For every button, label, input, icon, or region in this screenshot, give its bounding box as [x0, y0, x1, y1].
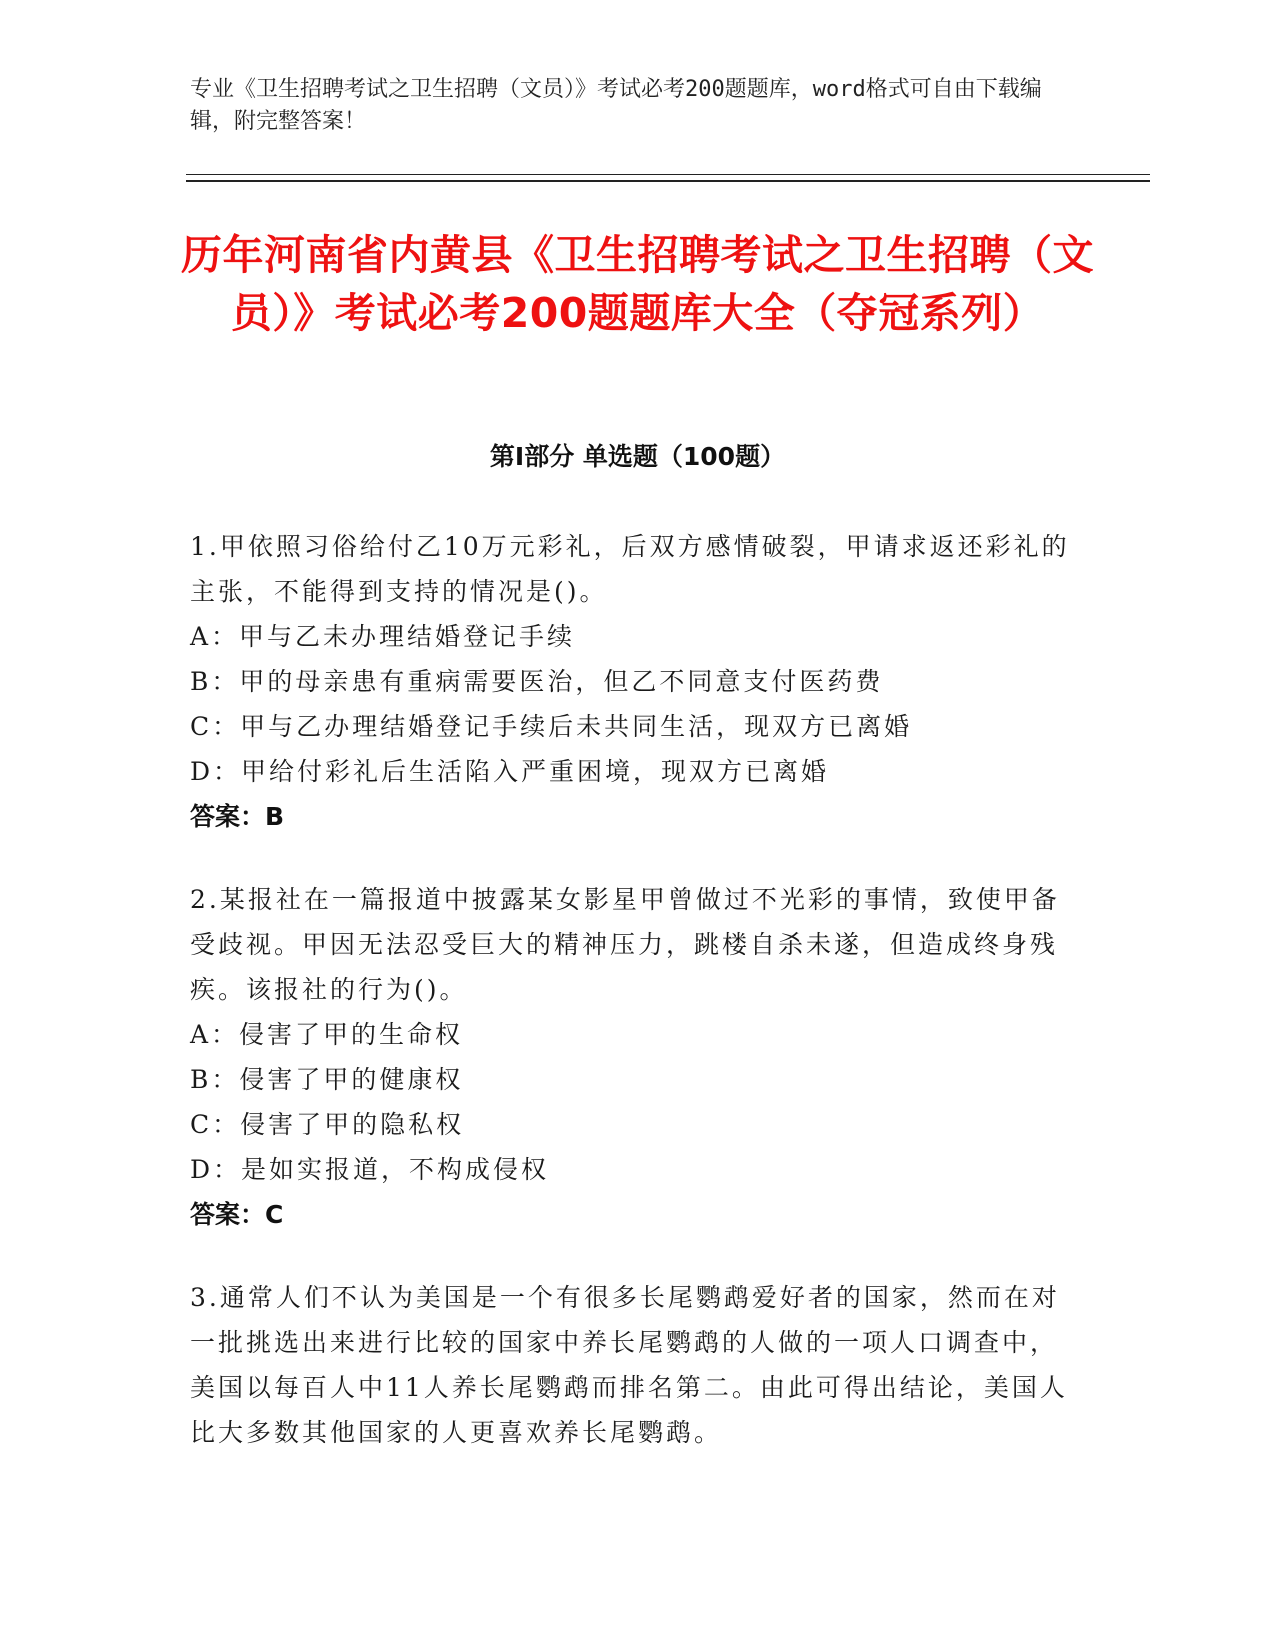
document-header-note: 专业《卫生招聘考试之卫生招聘（文员）》考试必考200题题库，word格式可自由下载编辑，附完整答案！ [190, 77, 1042, 134]
option-d: D：是如实报道，不构成侵权 [190, 1155, 550, 1184]
question-text: 3.通常人们不认为美国是一个有很多长尾鹦鹉爱好者的国家，然而在对一批挑选出来进行比较的国家中养长尾鹦鹉的人做的一项人口调查中，美国以每百人中11人养长尾鹦鹉而排名第二。由此可得出结论，美国人比大多数其他国家的人更喜欢养长尾鹦鹉。 [190, 1283, 1068, 1447]
answer: 答案：C [190, 1200, 284, 1229]
section-title: 第Ⅰ部分 单选题（100题） [489, 442, 786, 471]
header-divider-thick [186, 180, 1150, 182]
question-3 [190, 1275, 1070, 1455]
option-a: A：甲与乙未办理结婚登记手续 [190, 622, 576, 651]
question-1 [190, 524, 1070, 840]
answer: 答案：B [190, 802, 285, 831]
option-b: B：甲的母亲患有重病需要医治，但乙不同意支付医药费 [190, 667, 884, 696]
question-list [190, 524, 1070, 1492]
option-b: B：侵害了甲的健康权 [190, 1065, 464, 1094]
option-a: A：侵害了甲的生命权 [190, 1020, 464, 1049]
option-c: C：甲与乙办理结婚登记手续后未共同生活，现双方已离婚 [190, 712, 913, 741]
option-c: C：侵害了甲的隐私权 [190, 1110, 465, 1139]
question-text: 1.甲依照习俗给付乙10万元彩礼，后双方感情破裂，甲请求返还彩礼的主张，不能得到支持的情况是()。 [190, 532, 1070, 606]
question-text: 2.某报社在一篇报道中披露某女影星甲曾做过不光彩的事情，致使甲备受歧视。甲因无法忍受巨大的精神压力，跳楼自杀未遂，但造成终身残疾。该报社的行为()。 [190, 885, 1060, 1004]
header-divider-thin [186, 174, 1150, 175]
document-title: 历年河南省内黄县《卫生招聘考试之卫生招聘（文员）》考试必考200题题库大全（夺冠系列） [181, 231, 1094, 337]
question-2 [190, 877, 1070, 1238]
option-d: D：甲给付彩礼后生活陷入严重困境，现双方已离婚 [190, 757, 830, 786]
